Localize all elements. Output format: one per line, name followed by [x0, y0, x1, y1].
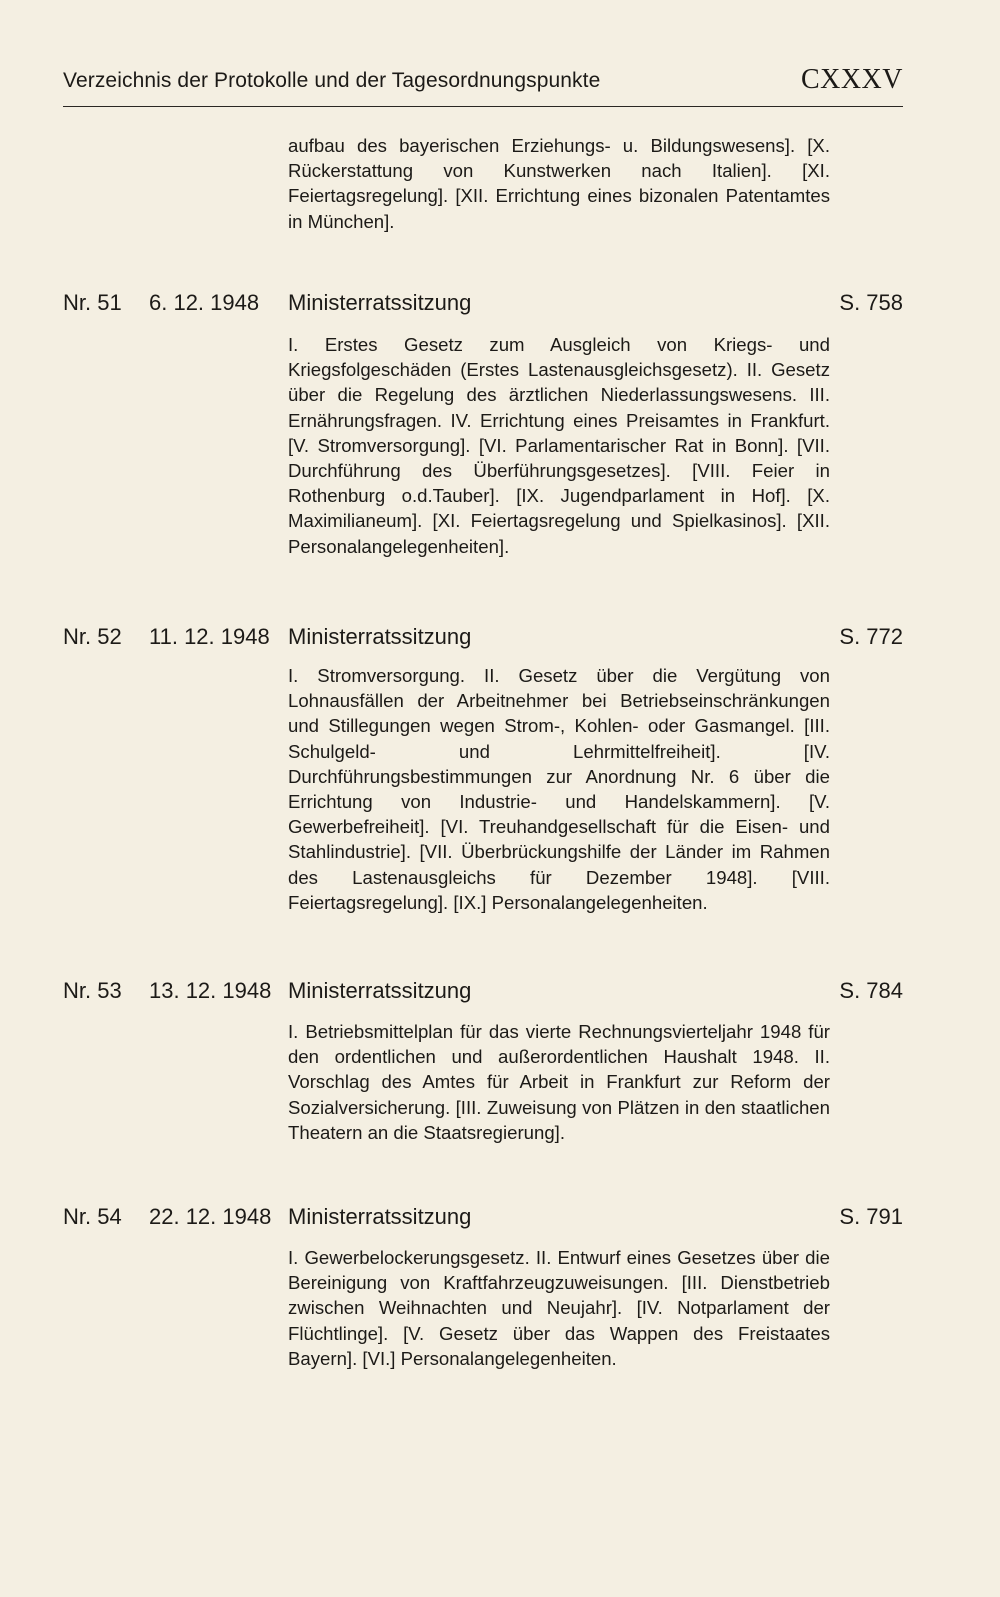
entry-header-51: [63, 290, 903, 320]
entry-page-reference: S. 791: [839, 1204, 903, 1229]
running-title: Verzeichnis der Protokolle und der Tagesordnungspunkte: [63, 69, 601, 92]
entry-page-reference: S. 758: [839, 290, 903, 315]
entry-number: Nr. 54: [63, 1204, 122, 1229]
entry-title: Ministerratssitzung: [288, 290, 472, 315]
entry-header-54: [63, 1204, 903, 1234]
entry-date: 13. 12. 1948: [149, 978, 272, 1003]
entry-number: Nr. 52: [63, 624, 122, 649]
entry-agenda-51: I. Erstes Gesetz zum Ausgleich von Kriegs- und Kriegsfolgeschäden (Erstes Lastenausgleichsgesetz). II. Gesetz über die Regelung des ärztlichen Niederlassungswesens. III. Ernährungsfragen. IV. Errichtung eines Preisamtes in Frankfurt. [V. Stromversorgung]. [VI. Parlamentarischer Rat in Bonn]. [VII. Durchführung des Überführungsgesetzes]. [VIII. Feier in Rothenburg o.d.Tauber]. [IX. Jugendparlament in Hof]. [X. Maximilianeum]. [XI. Feiertagsregelung und Spielkasinos]. [XII. Personalangelegenheiten].: [288, 334, 830, 557]
running-header: [63, 66, 903, 107]
page-number: CXXXV: [800, 64, 903, 95]
entry-header-52: [63, 624, 903, 654]
entry-date: 6. 12. 1948: [149, 290, 260, 315]
entry-agenda-53: I. Betriebsmittelplan für das vierte Rechnungsvierteljahr 1948 für den ordentlichen und außerordentlichen Haushalt 1948. II. Vorschlag des Amtes für Arbeit in Frankfurt zur Reform der Sozialversicherung. [III. Zuweisung von Plätzen in den staatlichen Theatern an die Staatsregierung].: [288, 1021, 830, 1143]
entry-date: 22. 12. 1948: [149, 1204, 272, 1229]
entry-header-53: [63, 978, 903, 1008]
entry-date: 11. 12. 1948: [149, 624, 270, 649]
entry-title: Ministerratssitzung: [288, 1204, 472, 1229]
continuation-text: aufbau des bayerischen Erziehungs- u. Bildungswesens]. [X. Rückerstattung von Kunstwerken nach Italien]. [XI. Feiertagsregelung]. [XII. Errichtung eines bizonalen Patentamtes in München].: [288, 135, 830, 232]
entry-number: Nr. 51: [63, 290, 122, 315]
entry-page-reference: S. 784: [839, 978, 903, 1003]
entry-page-reference: S. 772: [839, 624, 903, 649]
entry-title: Ministerratssitzung: [288, 624, 472, 649]
entry-agenda-52: I. Stromversorgung. II. Gesetz über die Vergütung von Lohnausfällen der Arbeitnehmer bei Betriebseinschränkungen und Stillegungen wegen Strom-, Kohlen- oder Gasmangel. [III. Schulgeld- und Lehrmittelfreiheit]. [IV. Durchführungsbestimmungen zur Anordnung Nr. 6 über die Errichtung von Industrie- und Handelskammern]. [V. Gewerbefreiheit]. [VI. Treuhandgesellschaft für die Eisen- und Stahlindustrie]. [VII. Überbrückungshilfe der Länder im Rahmen des Lastenausgleichs für Dezember 1948]. [VIII. Feiertagsregelung]. [IX.] Personalangelegenheiten.: [288, 665, 830, 913]
entry-number: Nr. 53: [63, 978, 122, 1003]
entry-agenda-54: I. Gewerbelockerungsgesetz. II. Entwurf eines Gesetzes über die Bereinigung von Kraftfahrzeugzuweisungen. [III. Dienstbetrieb zwischen Weihnachten und Neujahr]. [IV. Notparlament der Flüchtlinge]. [V. Gesetz über das Wappen des Freistaates Bayern]. [VI.] Personalangelegenheiten.: [288, 1247, 830, 1369]
entry-title: Ministerratssitzung: [288, 978, 472, 1003]
